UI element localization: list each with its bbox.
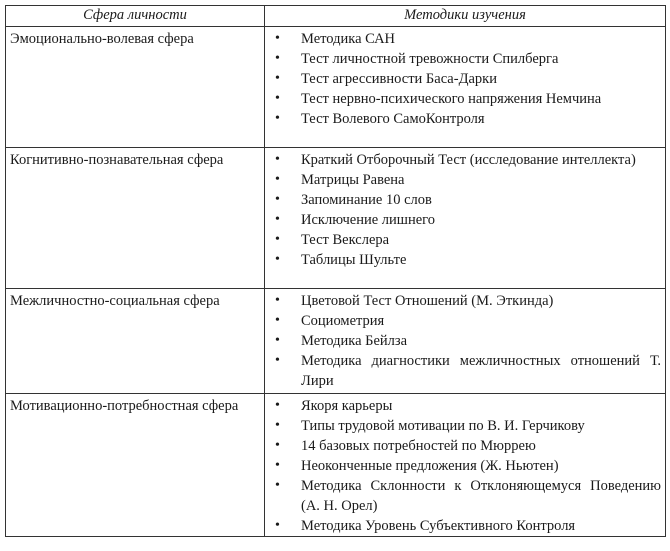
- list-item: • Матрицы Равена: [265, 170, 661, 190]
- list-item: • Социометрия: [265, 311, 661, 331]
- methods-list: [265, 150, 661, 270]
- sphere-cell: Межличностно-социальная сфера: [6, 289, 265, 394]
- list-item: • Методика Бейлза: [265, 331, 661, 351]
- list-item: • Исключение лишнего: [265, 210, 661, 230]
- list-item: • Типы трудовой мотивации по В. И. Герчикову: [265, 416, 661, 436]
- methods-cell: [265, 148, 666, 289]
- table-header-row: [6, 6, 666, 27]
- header-methods: Методики изучения: [265, 6, 666, 27]
- list-item: • Тест агрессивности Баса-Дарки: [265, 69, 661, 89]
- methods-cell: [265, 394, 666, 537]
- list-item: • Неоконченные предложения (Ж. Ньютен): [265, 456, 661, 476]
- list-item: • Якоря карьеры: [265, 396, 661, 416]
- list-item: • 14 базовых потребностей по Мюррею: [265, 436, 661, 456]
- sphere-cell: Эмоционально-волевая сфера: [6, 27, 265, 148]
- table-row: [6, 289, 666, 394]
- list-item: • Запоминание 10 слов: [265, 190, 661, 210]
- table-row: [6, 27, 666, 148]
- list-item: • Методика диагностики межличностных отношений Т. Лири: [265, 351, 661, 391]
- table-row: [6, 148, 666, 289]
- methods-list: [265, 291, 661, 391]
- list-item: • Краткий Отборочный Тест (исследование интеллекта): [265, 150, 661, 170]
- list-item: • Тест личностной тревожности Спилберга: [265, 49, 661, 69]
- list-item: • Тест нервно-психического напряжения Немчина: [265, 89, 661, 109]
- methods-list: [265, 29, 661, 129]
- list-item: • Цветовой Тест Отношений (М. Эткинда): [265, 291, 661, 311]
- methods-list: [265, 396, 661, 536]
- header-sphere: Сфера личности: [6, 6, 265, 27]
- sphere-cell: Мотивационно-потребностная сфера: [6, 394, 265, 537]
- table-row: [6, 394, 666, 537]
- sphere-cell: Когнитивно-познавательная сфера: [6, 148, 265, 289]
- list-item: • Методика САН: [265, 29, 661, 49]
- list-item: • Методика Уровень Субъективного Контроля: [265, 516, 661, 536]
- list-item: • Тест Векслера: [265, 230, 661, 250]
- methods-cell: [265, 289, 666, 394]
- methods-cell: [265, 27, 666, 148]
- list-item: • Тест Волевого СамоКонтроля: [265, 109, 661, 129]
- list-item: • Методика Склонности к Отклоняющемуся Поведению (А. Н. Орел): [265, 476, 661, 516]
- methods-table: [5, 5, 666, 537]
- list-item: • Таблицы Шульте: [265, 250, 661, 270]
